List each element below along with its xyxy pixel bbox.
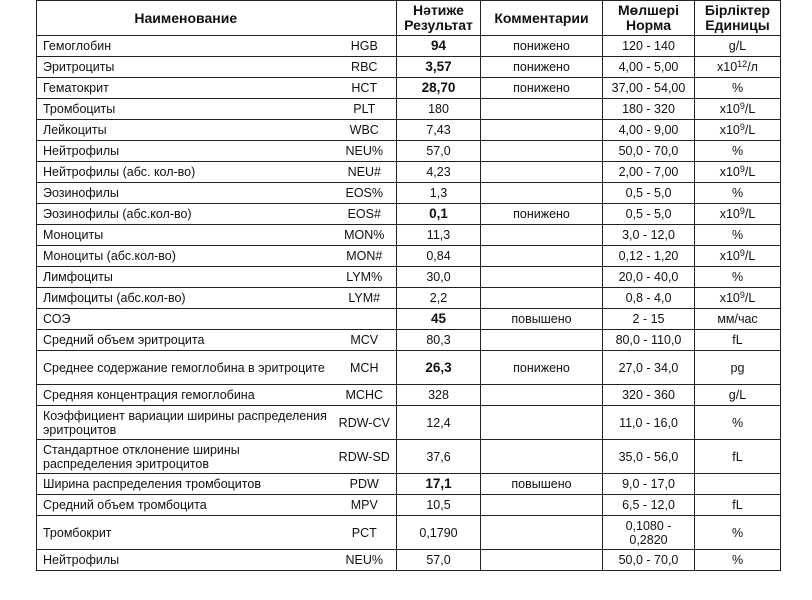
test-name: Тромбокрит bbox=[37, 516, 335, 550]
unit-exponent: 9 bbox=[739, 290, 745, 300]
header-norm-kz: Мөлшері bbox=[617, 2, 679, 18]
test-unit bbox=[695, 57, 781, 78]
test-name: Нейтрофилы bbox=[37, 141, 335, 162]
test-norm: 2 - 15 bbox=[603, 309, 695, 330]
test-norm: 80,0 - 110,0 bbox=[603, 330, 695, 351]
test-code: RDW-CV bbox=[335, 406, 397, 440]
test-norm: 320 - 360 bbox=[603, 385, 695, 406]
test-name: Лимфоциты (абс.кол-во) bbox=[37, 288, 335, 309]
test-name: Коэффициент вариации ширины распределения эритроцитов bbox=[37, 406, 335, 440]
test-comment bbox=[481, 288, 603, 309]
unit-tail: /L bbox=[744, 123, 756, 137]
test-norm: 120 - 140 bbox=[603, 36, 695, 57]
test-unit: мм/час bbox=[695, 309, 781, 330]
test-name: Лейкоциты bbox=[37, 120, 335, 141]
test-code: HCT bbox=[335, 78, 397, 99]
test-name: Тромбоциты bbox=[37, 99, 335, 120]
test-name: Эозинофилы bbox=[37, 183, 335, 204]
test-unit: g/L bbox=[695, 385, 781, 406]
test-name: Нейтрофилы (абс. кол-во) bbox=[37, 162, 335, 183]
test-code: NEU# bbox=[335, 162, 397, 183]
test-code: RDW-SD bbox=[335, 440, 397, 474]
unit-exponent: 9 bbox=[739, 122, 745, 132]
table-row bbox=[37, 141, 781, 162]
table-row bbox=[37, 225, 781, 246]
test-norm: 27,0 - 34,0 bbox=[603, 351, 695, 385]
test-comment: понижено bbox=[481, 351, 603, 385]
test-norm: 9,0 - 17,0 bbox=[603, 474, 695, 495]
test-code: EOS# bbox=[335, 204, 397, 225]
test-norm: 11,0 - 16,0 bbox=[603, 406, 695, 440]
test-norm: 50,0 - 70,0 bbox=[603, 141, 695, 162]
test-norm: 4,00 - 5,00 bbox=[603, 57, 695, 78]
test-comment bbox=[481, 440, 603, 474]
test-name: Ширина распределения тромбоцитов bbox=[37, 474, 335, 495]
test-result: 12,4 bbox=[397, 406, 481, 440]
unit-tail: /L bbox=[744, 207, 756, 221]
test-unit: fL bbox=[695, 495, 781, 516]
test-unit bbox=[695, 246, 781, 267]
test-comment bbox=[481, 495, 603, 516]
test-comment bbox=[481, 550, 603, 571]
test-name: Гемоглобин bbox=[37, 36, 335, 57]
test-result: 26,3 bbox=[397, 351, 481, 385]
test-comment: понижено bbox=[481, 78, 603, 99]
test-result: 94 bbox=[397, 36, 481, 57]
test-norm: 0,12 - 1,20 bbox=[603, 246, 695, 267]
unit-tail: /L bbox=[744, 102, 756, 116]
table-row bbox=[37, 309, 781, 330]
unit-exponent: 12 bbox=[737, 59, 748, 69]
test-comment: повышено bbox=[481, 474, 603, 495]
test-result: 0,1 bbox=[397, 204, 481, 225]
test-code: MPV bbox=[335, 495, 397, 516]
test-result: 0,1790 bbox=[397, 516, 481, 550]
test-code: MCH bbox=[335, 351, 397, 385]
table-row bbox=[37, 246, 781, 267]
test-name: Средняя концентрация гемоглобина bbox=[37, 385, 335, 406]
header-unit bbox=[695, 1, 781, 36]
table-row bbox=[37, 57, 781, 78]
unit-exponent: 9 bbox=[739, 248, 745, 258]
table-row bbox=[37, 36, 781, 57]
test-result: 7,43 bbox=[397, 120, 481, 141]
test-result: 57,0 bbox=[397, 550, 481, 571]
table-row bbox=[37, 474, 781, 495]
test-name: Стандартное отклонение ширины распределения эритроцитов bbox=[37, 440, 335, 474]
unit-exponent: 9 bbox=[739, 101, 745, 111]
test-result: 0,84 bbox=[397, 246, 481, 267]
header-result-kz: Нәтиже bbox=[413, 2, 464, 18]
test-unit: % bbox=[695, 406, 781, 440]
table-row bbox=[37, 99, 781, 120]
test-comment bbox=[481, 183, 603, 204]
table-row bbox=[37, 204, 781, 225]
test-result: 11,3 bbox=[397, 225, 481, 246]
test-unit bbox=[695, 474, 781, 495]
header-result bbox=[397, 1, 481, 36]
test-norm: 0,5 - 5,0 bbox=[603, 183, 695, 204]
unit-tail: /L bbox=[744, 291, 756, 305]
test-norm: 20,0 - 40,0 bbox=[603, 267, 695, 288]
test-unit: % bbox=[695, 141, 781, 162]
test-code: NEU% bbox=[335, 550, 397, 571]
blood-test-table bbox=[36, 0, 781, 571]
test-unit: % bbox=[695, 183, 781, 204]
test-name: Гематокрит bbox=[37, 78, 335, 99]
table-row bbox=[37, 288, 781, 309]
unit-base: x10 bbox=[719, 165, 740, 179]
test-code: MON% bbox=[335, 225, 397, 246]
unit-tail: /л bbox=[747, 60, 758, 74]
header-result-ru: Результат bbox=[404, 17, 473, 33]
header-comment: Комментарии bbox=[481, 1, 603, 36]
test-unit: fL bbox=[695, 330, 781, 351]
table-row bbox=[37, 351, 781, 385]
table-row bbox=[37, 162, 781, 183]
test-unit: pg bbox=[695, 351, 781, 385]
test-unit: % bbox=[695, 516, 781, 550]
test-unit bbox=[695, 99, 781, 120]
test-name: Лимфоциты bbox=[37, 267, 335, 288]
test-comment: понижено bbox=[481, 204, 603, 225]
test-code: PDW bbox=[335, 474, 397, 495]
header-name: Наименование bbox=[37, 1, 335, 36]
test-code: RBC bbox=[335, 57, 397, 78]
test-name: Эритроциты bbox=[37, 57, 335, 78]
test-name: Средний объем эритроцита bbox=[37, 330, 335, 351]
test-result: 37,6 bbox=[397, 440, 481, 474]
test-code: LYM# bbox=[335, 288, 397, 309]
unit-base: x10 bbox=[719, 207, 740, 221]
unit-base: x10 bbox=[719, 102, 740, 116]
header-norm bbox=[603, 1, 695, 36]
test-name: Нейтрофилы bbox=[37, 550, 335, 571]
table-row bbox=[37, 385, 781, 406]
table-row bbox=[37, 440, 781, 474]
test-unit bbox=[695, 120, 781, 141]
test-comment bbox=[481, 516, 603, 550]
test-code: LYM% bbox=[335, 267, 397, 288]
test-unit bbox=[695, 288, 781, 309]
test-result: 3,57 bbox=[397, 57, 481, 78]
test-code bbox=[335, 309, 397, 330]
test-norm: 6,5 - 12,0 bbox=[603, 495, 695, 516]
test-norm: 2,00 - 7,00 bbox=[603, 162, 695, 183]
unit-exponent: 9 bbox=[739, 164, 745, 174]
test-unit bbox=[695, 204, 781, 225]
test-result: 10,5 bbox=[397, 495, 481, 516]
test-unit: % bbox=[695, 78, 781, 99]
test-unit bbox=[695, 162, 781, 183]
test-name: Среднее содержание гемоглобина в эритроците bbox=[37, 351, 335, 385]
table-row bbox=[37, 516, 781, 550]
table-body bbox=[37, 36, 781, 571]
unit-base: x10 bbox=[719, 249, 740, 263]
test-comment bbox=[481, 267, 603, 288]
header-code-spacer bbox=[335, 1, 397, 36]
test-code: PLT bbox=[335, 99, 397, 120]
test-norm: 0,1080 - 0,2820 bbox=[603, 516, 695, 550]
table-row bbox=[37, 550, 781, 571]
unit-tail: /L bbox=[744, 165, 756, 179]
test-code: PCT bbox=[335, 516, 397, 550]
test-comment bbox=[481, 385, 603, 406]
test-comment bbox=[481, 141, 603, 162]
test-unit: g/L bbox=[695, 36, 781, 57]
test-name: Средний объем тромбоцита bbox=[37, 495, 335, 516]
table-row bbox=[37, 120, 781, 141]
test-result: 30,0 bbox=[397, 267, 481, 288]
test-comment bbox=[481, 330, 603, 351]
test-comment: понижено bbox=[481, 57, 603, 78]
test-result: 45 bbox=[397, 309, 481, 330]
header-norm-ru: Норма bbox=[626, 17, 671, 33]
test-result: 1,3 bbox=[397, 183, 481, 204]
test-norm: 0,8 - 4,0 bbox=[603, 288, 695, 309]
unit-tail: /L bbox=[744, 249, 756, 263]
test-code: WBC bbox=[335, 120, 397, 141]
test-code: EOS% bbox=[335, 183, 397, 204]
table-row bbox=[37, 406, 781, 440]
table-row bbox=[37, 330, 781, 351]
test-name: Моноциты (абс.кол-во) bbox=[37, 246, 335, 267]
test-result: 17,1 bbox=[397, 474, 481, 495]
table-header-row bbox=[37, 1, 781, 36]
test-code: NEU% bbox=[335, 141, 397, 162]
test-unit: % bbox=[695, 225, 781, 246]
header-unit-ru: Единицы bbox=[705, 17, 770, 33]
test-comment bbox=[481, 225, 603, 246]
test-code: MON# bbox=[335, 246, 397, 267]
test-result: 180 bbox=[397, 99, 481, 120]
test-norm: 50,0 - 70,0 bbox=[603, 550, 695, 571]
test-code: MCV bbox=[335, 330, 397, 351]
unit-base: x10 bbox=[719, 291, 740, 305]
test-norm: 37,00 - 54,00 bbox=[603, 78, 695, 99]
test-comment: понижено bbox=[481, 36, 603, 57]
test-name: Моноциты bbox=[37, 225, 335, 246]
test-comment: повышено bbox=[481, 309, 603, 330]
test-unit: % bbox=[695, 550, 781, 571]
test-comment bbox=[481, 99, 603, 120]
test-result: 28,70 bbox=[397, 78, 481, 99]
test-result: 328 bbox=[397, 385, 481, 406]
test-norm: 180 - 320 bbox=[603, 99, 695, 120]
test-result: 2,2 bbox=[397, 288, 481, 309]
test-result: 80,3 bbox=[397, 330, 481, 351]
test-comment bbox=[481, 246, 603, 267]
table-row bbox=[37, 183, 781, 204]
test-result: 4,23 bbox=[397, 162, 481, 183]
test-name: Эозинофилы (абс.кол-во) bbox=[37, 204, 335, 225]
test-norm: 0,5 - 5,0 bbox=[603, 204, 695, 225]
test-norm: 35,0 - 56,0 bbox=[603, 440, 695, 474]
table-row bbox=[37, 267, 781, 288]
test-comment bbox=[481, 120, 603, 141]
test-norm: 3,0 - 12,0 bbox=[603, 225, 695, 246]
test-code: MCHC bbox=[335, 385, 397, 406]
test-norm: 4,00 - 9,00 bbox=[603, 120, 695, 141]
header-unit-kz: Бірліктер bbox=[704, 2, 771, 18]
test-unit: % bbox=[695, 267, 781, 288]
test-comment bbox=[481, 406, 603, 440]
test-name: СОЭ bbox=[37, 309, 335, 330]
table-row bbox=[37, 78, 781, 99]
unit-base: x10 bbox=[717, 60, 738, 74]
test-unit: fL bbox=[695, 440, 781, 474]
test-code: HGB bbox=[335, 36, 397, 57]
test-result: 57,0 bbox=[397, 141, 481, 162]
unit-exponent: 9 bbox=[739, 206, 745, 216]
test-comment bbox=[481, 162, 603, 183]
table-row bbox=[37, 495, 781, 516]
unit-base: x10 bbox=[719, 123, 740, 137]
